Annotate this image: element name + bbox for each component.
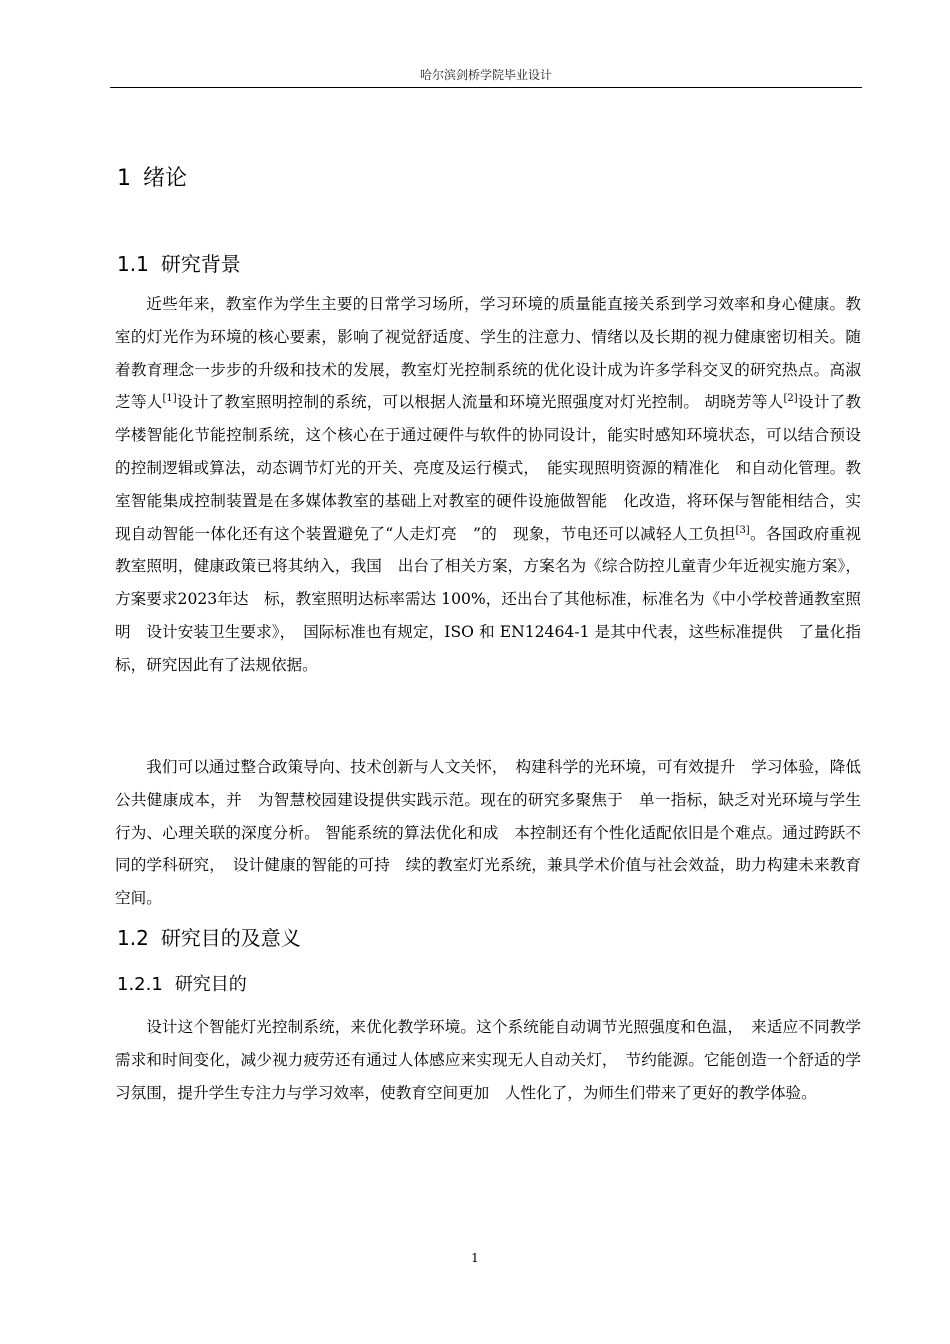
chapter-title: 绪论 xyxy=(143,166,188,191)
section-heading-1-1 xyxy=(117,250,241,278)
paragraph-text: 。各国政府重视教室照明，健康政策已将其纳入，我国 出台了相关方案，方案名为《综合防控儿童青少年近视实施方案》，方案要求2023年达 标，教室照明达标率需达 100%，还出台了其他标准，标准名为《中小学校普通教室照明 设计安装卫生要求》， 国际标准也有规定，ISO 和 EN12464-1 是其中代表，这些标准提供 了量化指标，研究因此有了法规依据。 xyxy=(115,524,861,674)
purpose-paragraph: 设计这个智能灯光控制系统，来优化教学环境。这个系统能自动调节光照强度和色温， 来适应不同教学需求和时间变化，减少视力疲劳还有通过人体感应来实现无人自动关灯， 节约能源。它能创造一个舒适的学习氛围，提升学生专注力与学习效率，使教育空间更加 人性化了，为师生们带来了更好的教学体验。 xyxy=(115,1018,861,1102)
chapter-number: 1 xyxy=(117,166,131,191)
page-header: 哈尔滨剑桥学院毕业设计 xyxy=(419,68,552,82)
background-paragraph-2: 我们可以通过整合政策导向、技术创新与人文关怀， 构建科学的光环境，可有效提升 学习体验，降低公共健康成本，并 为智慧校园建设提供实践示范。现在的研究多聚焦于 单一指标，缺乏对光环境与学生行为、心理关联的深度分析。 智能系统的算法优化和成 本控制还有个性化适配依旧是个难点。通过跨跃不同的学科研究， 设计健康的智能的可持 续的教室灯光系统，兼具学术价值与社会效益，助力构建未来教育空间。 xyxy=(115,758,861,908)
chapter-heading xyxy=(117,164,187,194)
section-heading-1-2 xyxy=(117,924,301,952)
section-title: 研究背景 xyxy=(160,252,241,276)
section-number: 1.2 xyxy=(117,926,149,950)
header-divider xyxy=(110,87,862,88)
citation-1: [1] xyxy=(162,393,177,405)
subsection-number: 1.2.1 xyxy=(117,974,163,995)
paragraph-text: 设计了教室照明控制的系统，可以根据人流量和环境光照强度对灯光控制。 胡晓芳等人 xyxy=(176,393,784,412)
page-number: 1 xyxy=(471,1251,479,1265)
subsection-heading-1-2-1 xyxy=(117,972,247,998)
section-title: 研究目的及意义 xyxy=(160,926,301,950)
citation-3: [3] xyxy=(735,524,750,536)
paragraph-text: 近些年来，教室作为学生主要的日常学习场所，学习环境的质量能直接关系到学习效率和身心健康。教室的灯光作为环境的核心要素，影响了视觉舒适度、学生的注意力、情绪以及长期的视力健康密切相关。随着教育理念一步步的升级和技术的发展，教室灯光控制系统的优化设计成为许多学科交叉的研究热点。高淑芝等人 xyxy=(115,295,861,412)
section-number: 1.1 xyxy=(117,252,149,276)
citation-2: [2] xyxy=(783,393,798,405)
paragraph-text: 设计了教学楼智能化节能控制系统，这个核心在于通过硬件与软件的协同设计，能实时感知环境状态，可以结合预设的控制逻辑或算法，动态调节灯光的开关、亮度及运行模式， 能实现照明资源的精准化 和自动化管理。教室智能集成控制装置是在多媒体教室的基础上对教室的硬件设施做智能 化改造，将环保与智能相结合，实现自动智能一体化还有这个装置避免了“人走灯亮 ”的 现象，节电还可以减轻人工负担 xyxy=(115,393,861,543)
subsection-title: 研究目的 xyxy=(174,974,247,995)
background-paragraph-1 xyxy=(115,288,861,682)
